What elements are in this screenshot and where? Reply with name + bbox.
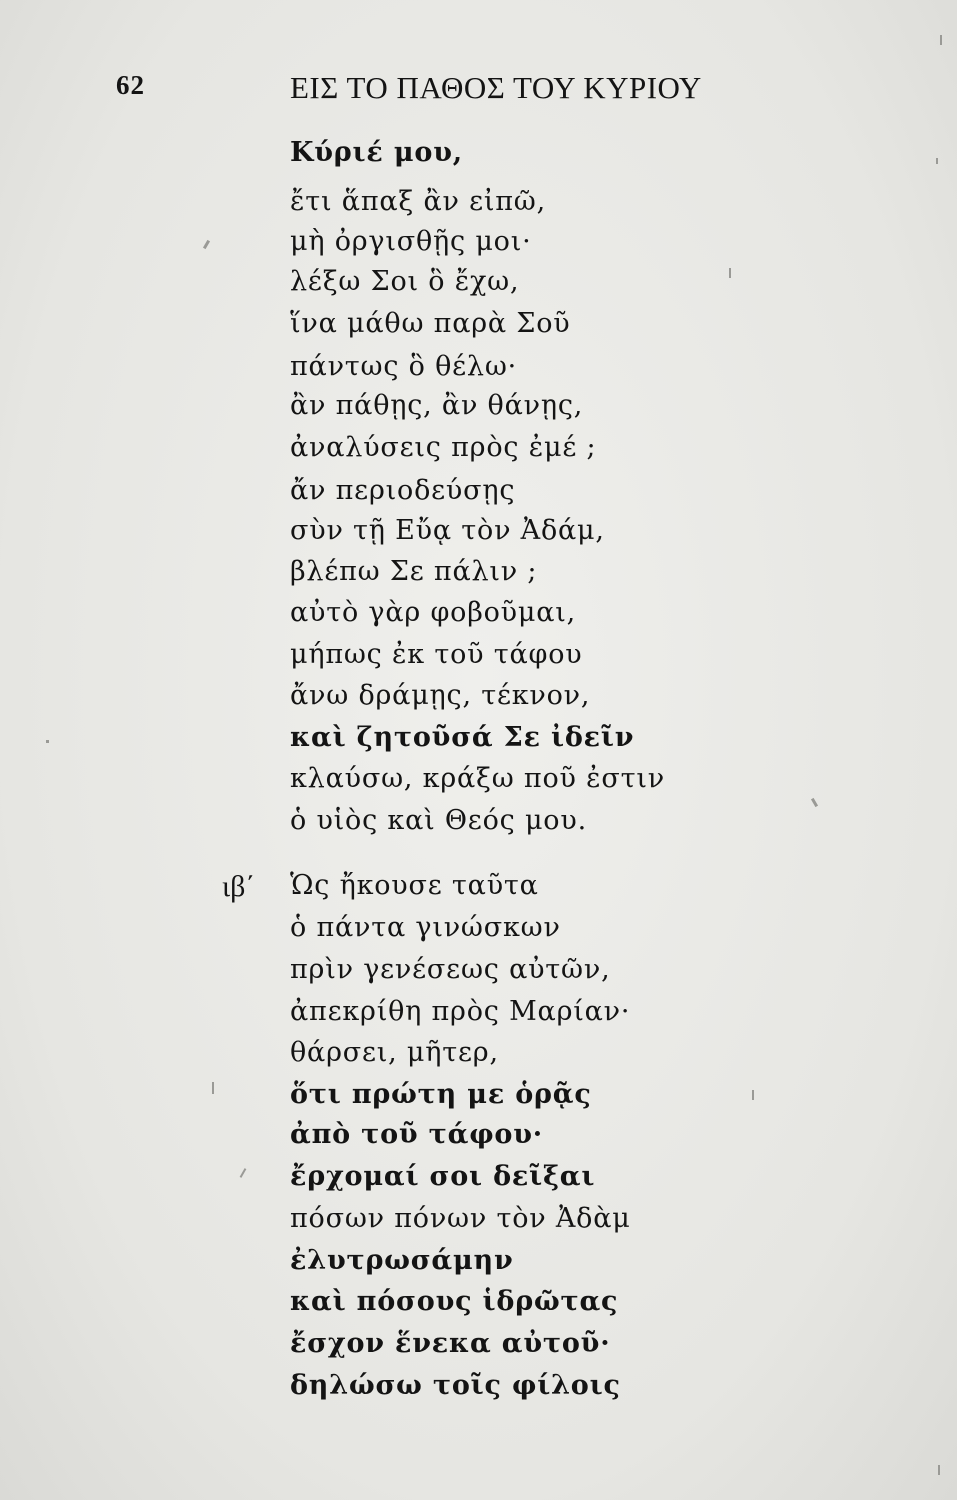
poem-line: ἀπὸ τοῦ τάφου· (290, 1119, 543, 1150)
scan-speck (212, 1082, 214, 1094)
poem-line: βλέπω Σε πάλιν ; (290, 556, 538, 587)
poem-line: λέξω Σοι ὃ ἔχω, (290, 266, 520, 297)
poem-line: ὅτι πρώτη με ὁρᾷς (290, 1079, 592, 1110)
scan-speck (752, 1090, 754, 1100)
poem-line: ἔτι ἅπαξ ἂν εἰπῶ, (290, 186, 547, 217)
poem-line: ἀναλύσεις πρὸς ἐμέ ; (290, 432, 597, 463)
poem-line: Ὡς ἤκουσε ταῦτα (290, 870, 539, 901)
poem-line: πάντως ὃ θέλω· (290, 351, 518, 382)
poem-line: θάρσει, μῆτερ, (290, 1037, 499, 1068)
poem-line: αὐτὸ γὰρ φοβοῦμαι, (290, 597, 577, 628)
stanza-number: ιβ΄ (222, 870, 256, 903)
scan-speck (936, 158, 938, 164)
page-number: 62 (116, 70, 145, 100)
poem-line: ἀπεκρίθη πρὸς Μαρίαν· (290, 996, 631, 1027)
poem-line: ἔσχον ἕνεκα αὐτοῦ· (290, 1328, 611, 1359)
scan-speck (938, 1465, 940, 1475)
poem-line: μὴ ὀργισθῇς μοι· (290, 226, 532, 257)
poem-line: ἐλυτρωσάμην (290, 1245, 514, 1276)
scan-speck (46, 740, 49, 743)
scan-speck (729, 268, 731, 278)
running-title: ΕΙΣ ΤΟ ΠΑΘΟΣ ΤΟΥ ΚΥΡΙΟΥ (290, 70, 702, 105)
scan-speck (940, 35, 942, 45)
poem-line: κλαύσω, κράξω ποῦ ἐστιν (290, 763, 665, 794)
poem-line: πρὶν γενέσεως αὐτῶν, (290, 954, 611, 985)
poem-line: ὁ πάντα γινώσκων (290, 912, 561, 943)
poem-line: ἵνα μάθω παρὰ Σοῦ (290, 308, 571, 339)
poem-line: ἄν περιοδεύσῃς (290, 475, 516, 506)
poem-line: πόσων πόνων τὸν Ἀδὰμ (290, 1203, 631, 1234)
poem-line: καὶ πόσους ἱδρῶτας (290, 1286, 619, 1317)
scan-speck (240, 1168, 247, 1178)
poem-line: ἂν πάθῃς, ἂν θάνῃς, (290, 390, 584, 421)
poem-line: ὁ υἱὸς καὶ Θεός μου. (290, 805, 587, 836)
poem-line: μήπως ἐκ τοῦ τάφου (290, 639, 583, 670)
poem-line: ἔρχομαί σοι δεῖξαι (290, 1161, 596, 1192)
poem-line: σὺν τῇ Εὔᾳ τὸν Ἀδάμ, (290, 515, 605, 546)
poem-line: ἄνω δράμῃς, τέκνον, (290, 680, 591, 711)
scan-speck (811, 798, 818, 807)
poem-line: Κύριέ μου, (290, 137, 463, 168)
poem-line: καὶ ζητοῦσά Σε ἰδεῖν (290, 722, 635, 753)
poem-line: δηλώσω τοῖς φίλοις (290, 1370, 621, 1401)
scan-speck (203, 240, 210, 249)
